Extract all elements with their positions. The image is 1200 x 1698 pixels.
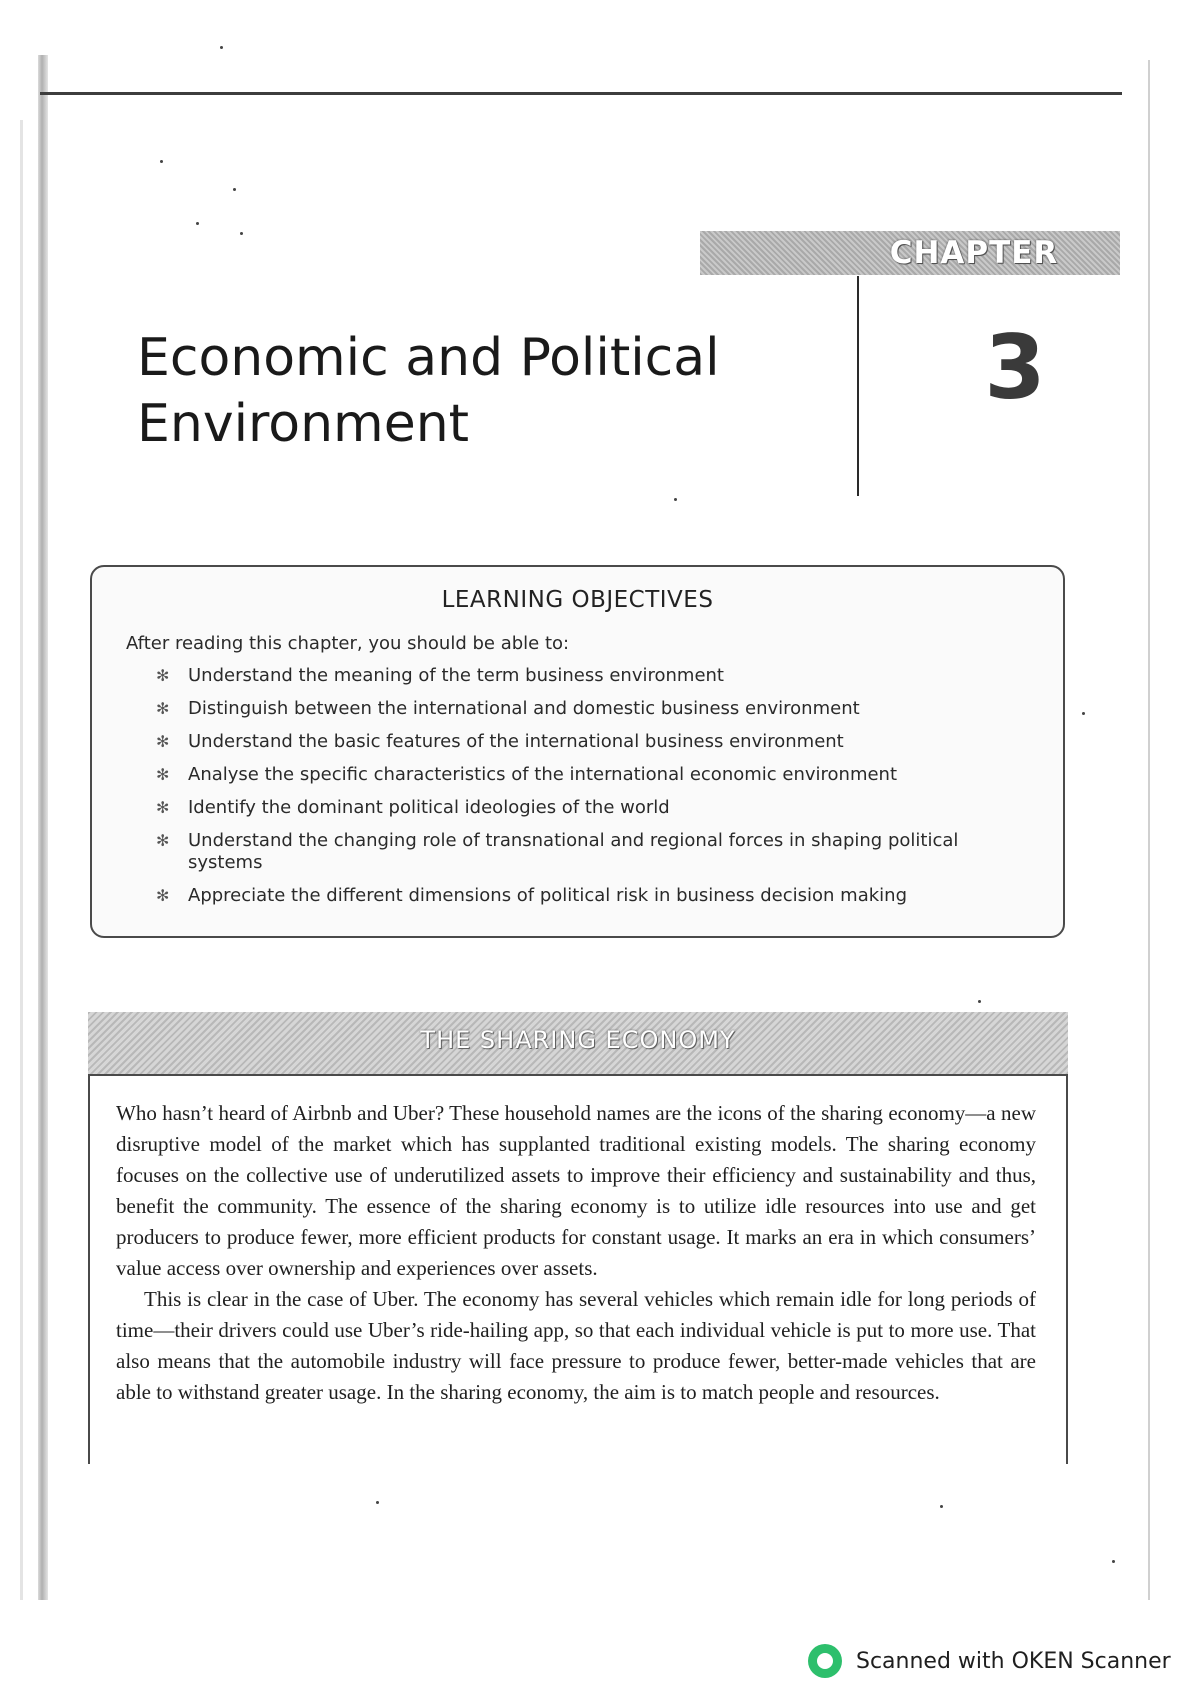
- learning-objective-text: Distinguish between the international and domestic business environment: [188, 698, 860, 719]
- learning-objective-text: Understand the changing role of transnational and regional forces in shaping political systems: [188, 830, 959, 873]
- learning-objective-text: Analyse the specific characteristics of the international economic environment: [188, 764, 898, 785]
- case-body: [116, 1098, 1036, 1408]
- scanner-watermark: [808, 1643, 1171, 1679]
- bullet-icon: ✻: [156, 699, 170, 718]
- scan-right-edge: [1148, 60, 1150, 1600]
- case-rule-right: [1066, 1074, 1068, 1464]
- case-paragraph: Who hasn’t heard of Airbnb and Uber? These household names are the icons of the sharing economy—a new disruptive model of the market which has supplanted traditional existing models. The sharing economy focuses on the collective use of underutilized assets to improve their efficiency and sustainability and thus, benefit the community. The essence of the sharing economy is to utilize idle resources into use and get producers to produce fewer, more efficient products for constant usage. It marks an era in which consumers’ value access over ownership and experiences over assets.: [116, 1101, 1036, 1280]
- learning-objective-item: [152, 698, 1032, 720]
- scan-speck: [674, 498, 677, 501]
- chapter-title: [137, 325, 837, 457]
- learning-objective-item: [152, 830, 1032, 874]
- scan-edge-line: [20, 120, 23, 1600]
- learning-objectives-box: [90, 565, 1065, 938]
- learning-objective-text: Appreciate the different dimensions of political risk in business decision making: [188, 885, 907, 906]
- header-rule: [40, 92, 1122, 95]
- learning-objective-item: [152, 885, 1032, 907]
- learning-objective-item: [152, 665, 1032, 687]
- scanner-logo-icon: [808, 1644, 842, 1678]
- learning-objective-text: Understand the basic features of the international business environment: [188, 731, 844, 752]
- case-rule-left: [88, 1074, 90, 1464]
- learning-objective-item: [152, 764, 1032, 786]
- learning-objective-text: Identify the dominant political ideologies of the world: [188, 797, 670, 818]
- scan-speck: [978, 1000, 981, 1003]
- scan-speck: [233, 188, 236, 191]
- learning-objective-text: Understand the meaning of the term business environment: [188, 665, 724, 686]
- scan-speck: [940, 1505, 943, 1508]
- case-rule-top: [88, 1074, 1068, 1076]
- scan-speck: [220, 46, 223, 49]
- bullet-icon: ✻: [156, 765, 170, 784]
- chapter-title-line-2: Environment: [137, 394, 470, 454]
- scan-speck: [240, 232, 243, 235]
- bullet-icon: ✻: [156, 666, 170, 685]
- learning-objectives-list: [152, 665, 1032, 918]
- bullet-icon: ✻: [156, 732, 170, 751]
- chapter-divider: [857, 276, 859, 496]
- scan-speck: [1112, 1560, 1115, 1563]
- scan-binding-shadow: [38, 55, 48, 1600]
- learning-objective-item: [152, 797, 1032, 819]
- learning-objective-item: [152, 731, 1032, 753]
- chapter-title-line-1: Economic and Political: [137, 328, 720, 388]
- learning-objectives-heading: LEARNING OBJECTIVES: [441, 587, 714, 613]
- scan-speck: [376, 1501, 379, 1504]
- case-heading: THE SHARING ECONOMY: [420, 1026, 736, 1054]
- scan-speck: [160, 160, 163, 163]
- chapter-number: 3: [984, 316, 1046, 419]
- scan-speck: [1082, 712, 1085, 715]
- bullet-icon: ✻: [156, 798, 170, 817]
- case-paragraph: This is clear in the case of Uber. The economy has several vehicles which remain idle for long periods of time—their drivers could use Uber’s ride-hailing app, so that each individual vehicle is put to more use. That also means that the automobile industry will face pressure to produce fewer, better-made vehicles that are able to withstand greater usage. In the sharing economy, the aim is to match people and resources.: [116, 1287, 1036, 1404]
- bullet-icon: ✻: [156, 886, 170, 905]
- learning-objectives-intro: After reading this chapter, you should be able to:: [126, 633, 570, 654]
- bullet-icon: ✻: [156, 831, 170, 850]
- scan-speck: [196, 222, 199, 225]
- scanner-text: Scanned with OKEN Scanner: [856, 1648, 1171, 1674]
- chapter-label: CHAPTER: [889, 235, 1059, 271]
